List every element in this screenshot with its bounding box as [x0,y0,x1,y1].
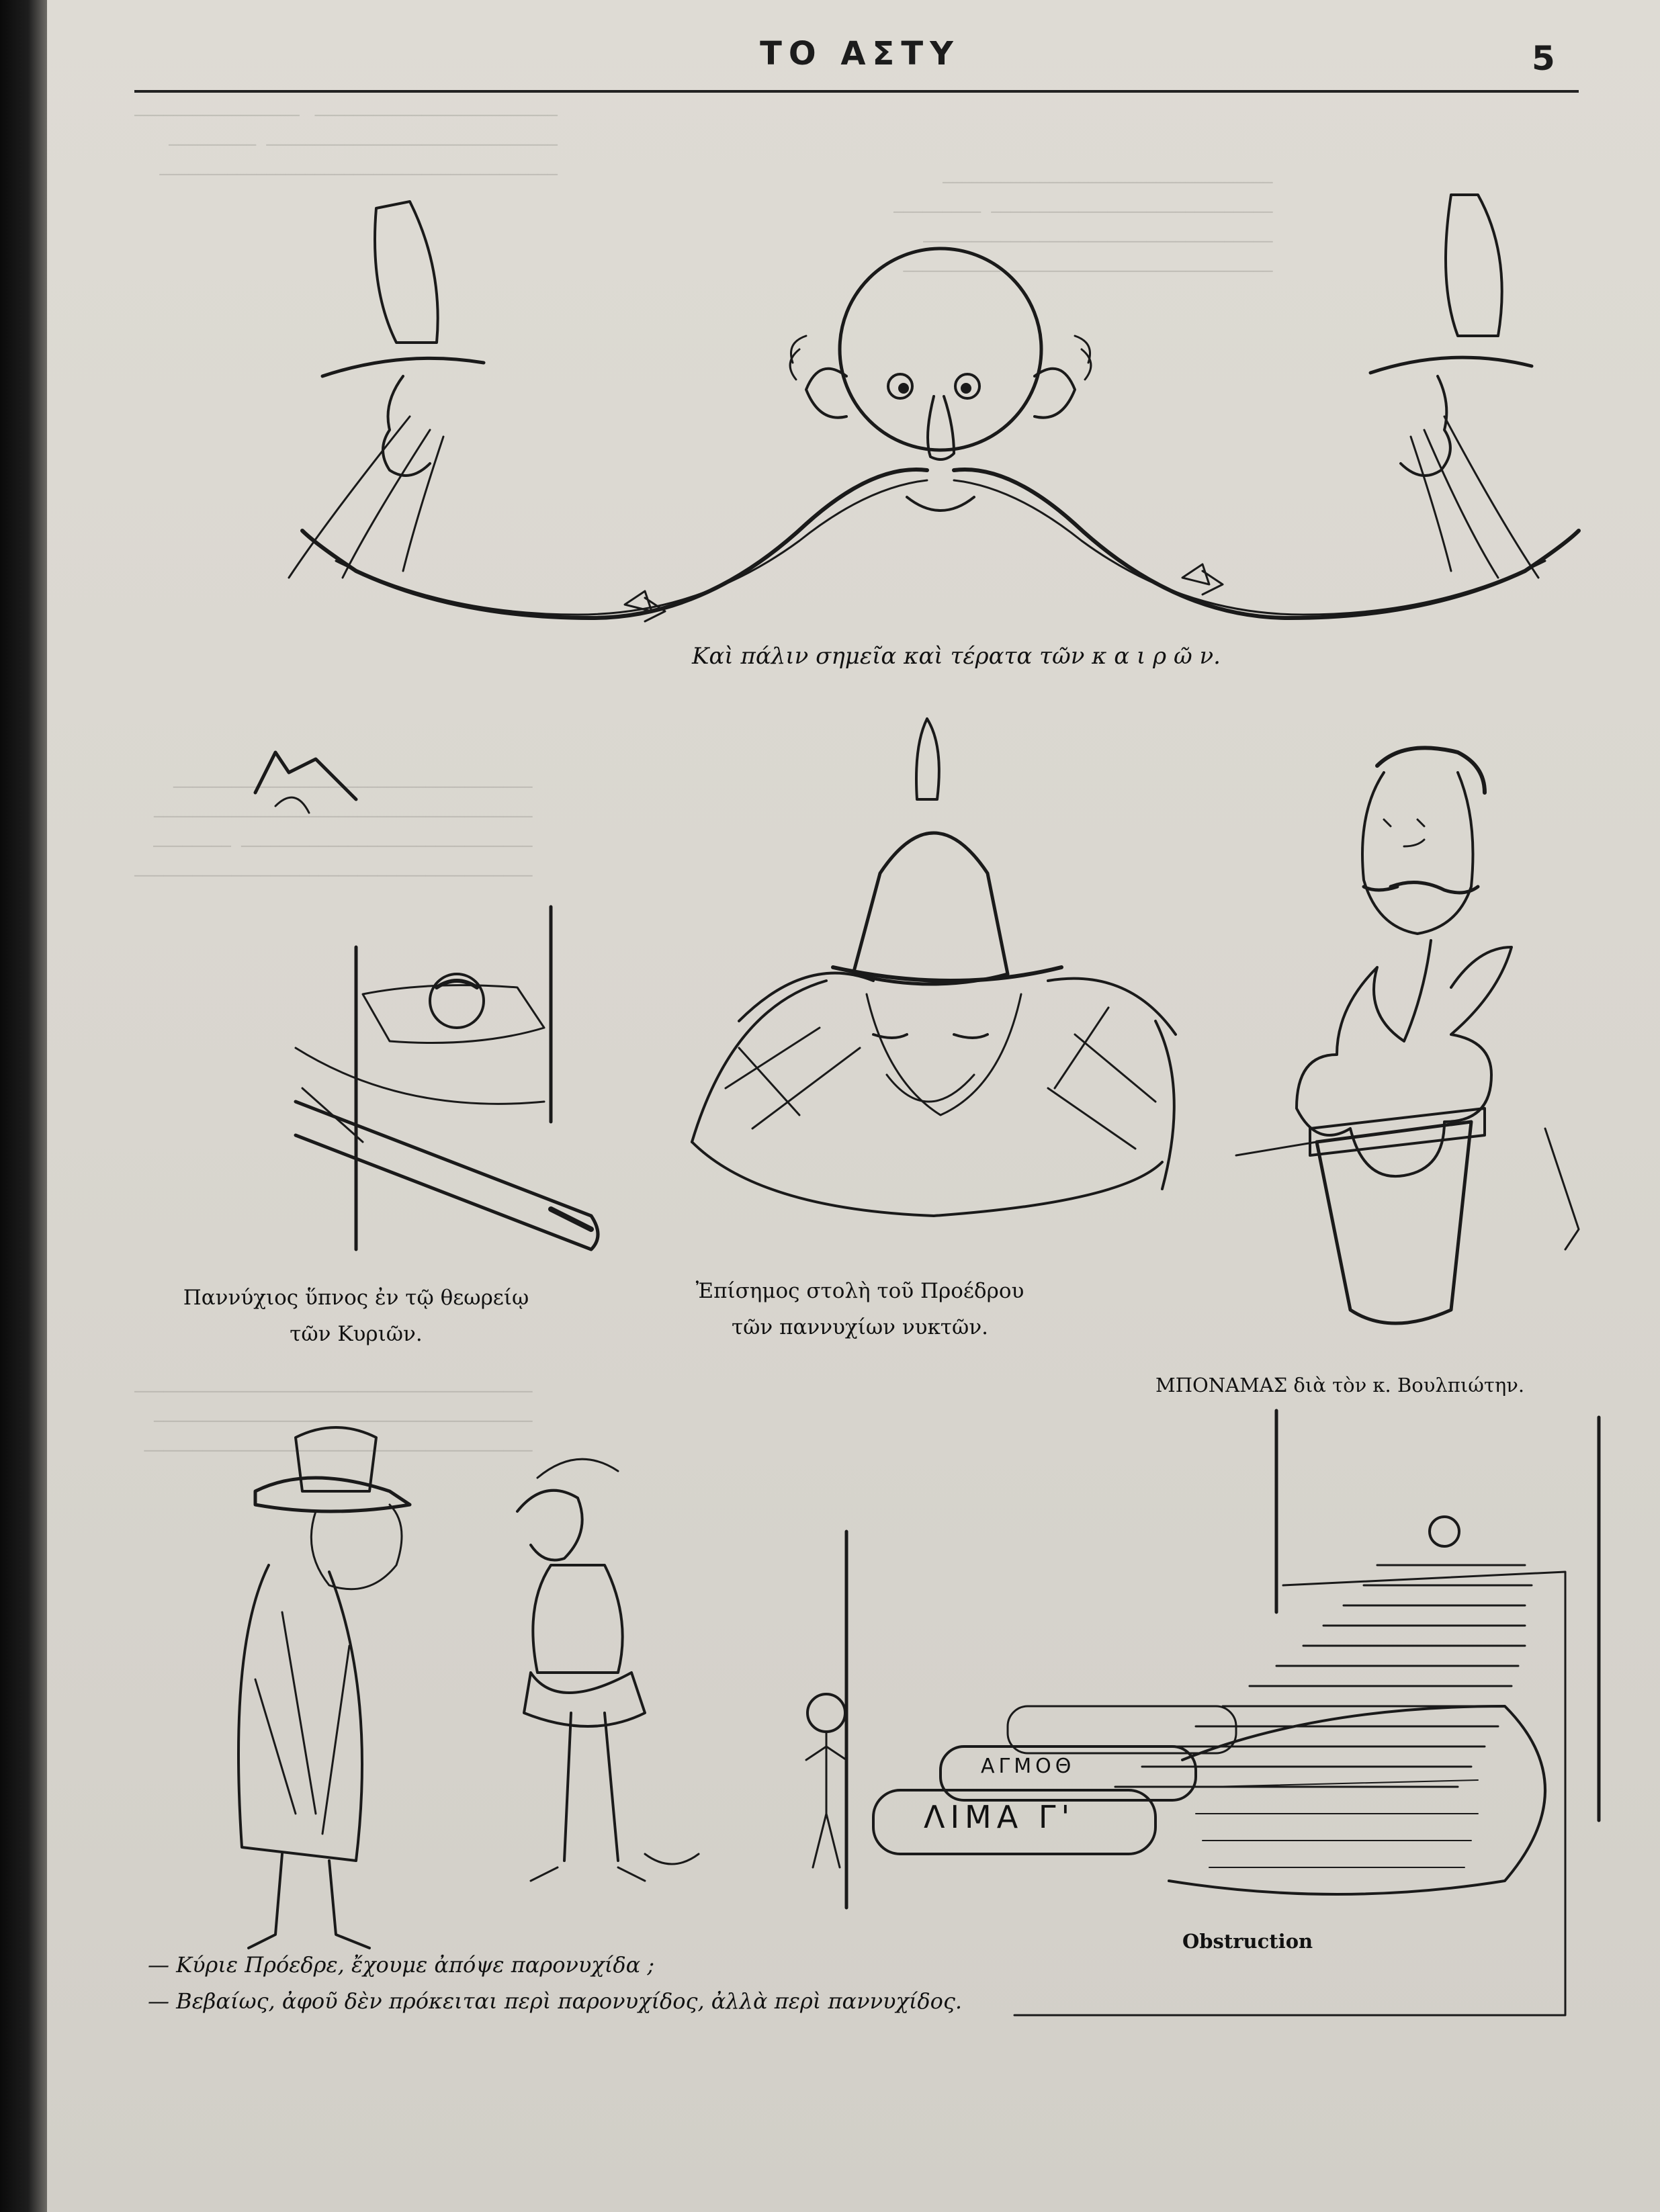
bed-caption-line-2: τῶν Κυριῶν. [290,1322,423,1346]
dialogue-cartoon [238,1427,699,1948]
cactus-cartoon [1236,748,1579,1323]
show-through-text: ───────────────────────── ───────────────── ────────────────────────────── ───────── ───────────────────────────────────────── [134,106,558,184]
top-cartoon-caption: Καὶ πάλιν σημεῖα καὶ τέρατα τῶν κ α ι ρ ῶ ν. [692,643,1221,670]
obstruction-label-front: ΛΙΜΑ Γ' [924,1799,1076,1835]
bed-caption-line-1: Παννύχιος ὕπνος ἐν τῷ θεωρείῳ [183,1286,529,1310]
dialogue-line-2: — Βεβαίως, ἀφοῦ δὲν πρόκειται περὶ παρονυχίδος, ἀλλὰ περὶ παννυχίδος. [148,1988,963,2014]
show-through-text-bottom: ───────────────────────────────────────── ─────────────────────────────────────── ──────────────────────────────────────── [134,1382,533,1460]
obstruction-label-second: ΑΓΜΟΘ [981,1755,1076,1778]
president-caption-line-2: τῶν παννυχίων νυκτῶν. [731,1315,989,1339]
dialogue-cartoon-caption [148,1947,962,2019]
show-through-text-middle: ───────────────────────────────────── ─────────────────────────────────────── ────────────────────────────── ──────── ───────────────────────────────────────── [134,778,533,885]
obstruction-caption: Obstruction [1182,1930,1313,1953]
mustache-cartoon [289,195,1579,621]
president-cartoon-caption [672,1273,1048,1345]
president-caption-line-1: Ἐπίσημος στολὴ τοῦ Προέδρου [695,1279,1024,1303]
obstruction-cartoon [806,1411,1599,2015]
show-through-text-right: ────────────────────────────────── ───────────────────────────── ───────── ──────────────────────────────────── ─────────────────────────── ────────── [893,173,1273,281]
bed-cartoon-caption [168,1280,544,1352]
president-cartoon [692,719,1176,1216]
cactus-cartoon-caption: ΜΠΟΝΑΜΑΣ διὰ τὸν κ. Βουλπιώτην. [1155,1374,1525,1397]
bed-cartoon [255,752,598,1249]
dialogue-line-1: — Κύριε Πρόεδρε, ἔχουμε ἀπόψε παρονυχίδα ; [148,1952,655,1978]
page-number: 5 [1532,39,1555,78]
masthead-title: ΤΟ ΑΣΤΥ [760,35,960,73]
